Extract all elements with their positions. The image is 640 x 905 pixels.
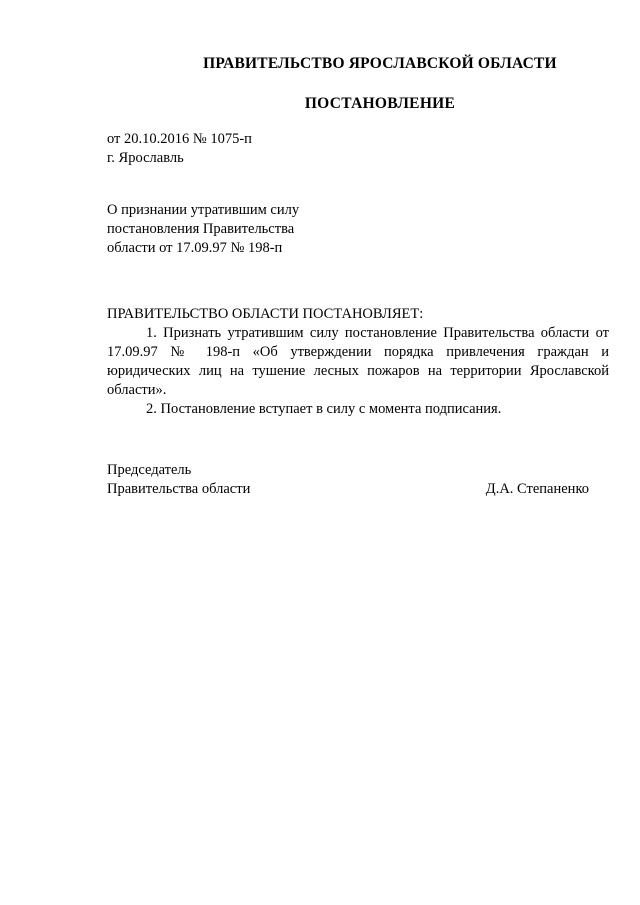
signature-row — [107, 480, 589, 499]
resolves-heading: ПРАВИТЕЛЬСТВО ОБЛАСТИ ПОСТАНОВЛЯЕТ: — [107, 306, 424, 322]
body-paragraph: 1. Признать утратившим силу постановление Правительства области от 17.09.97 № 198-п «Об утверждении порядка привлечения граждан и юридических лиц на тушение лесных пожаров на территории Ярославской области». — [107, 325, 609, 398]
document-meta — [107, 130, 252, 168]
government-title: ПРАВИТЕЛЬСТВО ЯРОСЛАВСКОЙ ОБЛАСТИ — [203, 55, 557, 72]
subject-line: области от 17.09.97 № 198-п — [107, 240, 283, 256]
document-subject — [107, 201, 347, 258]
signatory-title-line: Председатель — [107, 462, 192, 478]
date-and-number: от 20.10.2016 № 1075-п — [107, 131, 252, 147]
document-type-title: ПОСТАНОВЛЕНИЕ — [304, 95, 456, 112]
city: г. Ярославль — [107, 150, 184, 166]
document-body — [107, 324, 609, 419]
signatory-name: Д.А. Степаненко — [485, 481, 589, 497]
signatory-title-line: Правительства области — [107, 481, 251, 497]
signature-block — [107, 461, 589, 499]
subject-line: О признании утратившим силу — [107, 202, 300, 218]
body-paragraph: 2. Постановление вступает в силу с момента подписания. — [146, 401, 502, 417]
subject-line: постановления Правительства — [107, 221, 295, 237]
